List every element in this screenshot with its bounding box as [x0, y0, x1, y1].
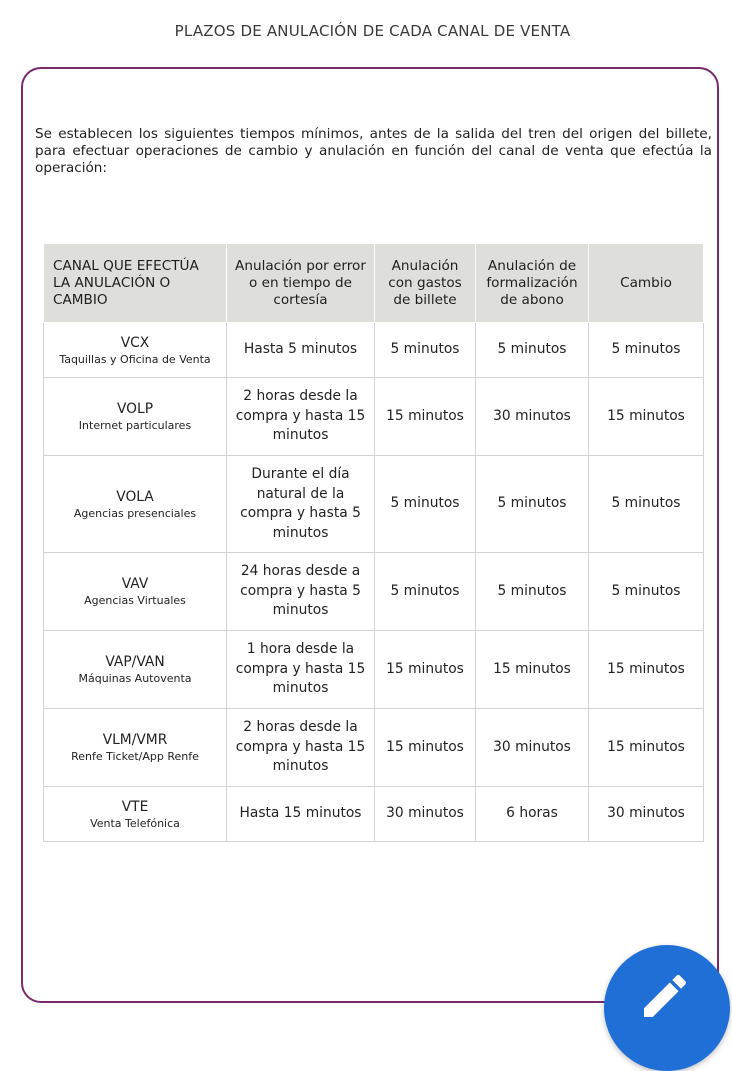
cortesia-cell: 24 horas desde a compra y hasta 5 minutos [227, 553, 375, 631]
table-row [44, 787, 704, 842]
cortesia-cell: Durante el día natural de la compra y hasta 5 minutos [227, 456, 375, 553]
abono-cell: 6 horas [476, 787, 589, 842]
canal-cell [44, 709, 227, 787]
column-header-abono: Anulación de formalización de abono [476, 244, 589, 323]
canal-code: VLM/VMR [102, 732, 168, 748]
gastos-cell: 15 minutos [375, 631, 476, 709]
cambio-cell: 5 minutos [589, 553, 704, 631]
cortesia-cell: 2 horas desde la compra y hasta 15 minutos [227, 709, 375, 787]
gastos-cell: 5 minutos [375, 456, 476, 553]
cortesia-cell: Hasta 5 minutos [227, 323, 375, 378]
cambio-cell: 5 minutos [589, 456, 704, 553]
abono-cell: 30 minutos [476, 378, 589, 456]
cambio-cell: 15 minutos [589, 378, 704, 456]
canal-description: Taquillas y Oficina de Venta [59, 352, 211, 366]
canal-code: VAP/VAN [105, 654, 165, 670]
abono-cell: 5 minutos [476, 553, 589, 631]
canal-code: VTE [121, 798, 149, 815]
canal-code: VAV [121, 576, 149, 592]
abono-cell: 5 minutos [476, 323, 589, 378]
canal-description: Máquinas Autoventa [78, 672, 192, 685]
table-row [44, 323, 704, 378]
intro-paragraph: Se establecen los siguientes tiempos mínimos, antes de la salida del tren del origen del billete, para efectuar operaciones de cambio y anulación en función del canal de venta que efectúa la operación: [35, 126, 712, 176]
cambio-cell: 30 minutos [589, 787, 704, 842]
column-header-cortesia: Anulación por error o en tiempo de cortesía [227, 244, 375, 323]
canal-cell [44, 456, 227, 553]
page-title: PLAZOS DE ANULACIÓN DE CADA CANAL DE VENTA [174, 22, 571, 40]
canal-cell [44, 631, 227, 709]
canal-code: VOLA [116, 488, 154, 505]
canal-description: Internet particulares [78, 419, 192, 432]
abono-cell: 30 minutos [476, 709, 589, 787]
column-header-cambio: Cambio [589, 244, 704, 323]
canal-cell [44, 787, 227, 842]
pencil-icon [637, 968, 693, 1024]
table-row [44, 631, 704, 709]
abono-cell: 5 minutos [476, 456, 589, 553]
column-header-gastos: Anulación con gastos de billete [375, 244, 476, 323]
canal-description: Agencias presenciales [73, 506, 197, 520]
gastos-cell: 15 minutos [375, 709, 476, 787]
gastos-cell: 5 minutos [375, 553, 476, 631]
cambio-cell: 5 minutos [589, 323, 704, 378]
cortesia-cell: Hasta 15 minutos [227, 787, 375, 842]
canal-cell [44, 553, 227, 631]
table-header-row [44, 244, 704, 323]
cancellation-table [43, 243, 704, 842]
canal-description: Renfe Ticket/App Renfe [71, 750, 199, 763]
table-row [44, 553, 704, 631]
cambio-cell: 15 minutos [589, 631, 704, 709]
abono-cell: 15 minutos [476, 631, 589, 709]
column-header-canal: CANAL QUE EFECTÚA LA ANULACIÓN O CAMBIO [44, 244, 227, 323]
canal-description: Venta Telefónica [90, 816, 180, 830]
canal-description: Agencias Virtuales [84, 594, 186, 607]
gastos-cell: 30 minutos [375, 787, 476, 842]
cortesia-cell: 2 horas desde la compra y hasta 15 minutos [227, 378, 375, 456]
edit-fab-button[interactable] [604, 945, 730, 1071]
gastos-cell: 15 minutos [375, 378, 476, 456]
table-row [44, 456, 704, 553]
cambio-cell: 15 minutos [589, 709, 704, 787]
canal-code: VCX [120, 334, 150, 351]
canal-cell [44, 378, 227, 456]
cortesia-cell: 1 hora desde la compra y hasta 15 minutos [227, 631, 375, 709]
gastos-cell: 5 minutos [375, 323, 476, 378]
canal-cell [44, 323, 227, 378]
table-row [44, 709, 704, 787]
canal-code: VOLP [116, 401, 154, 417]
table-row [44, 378, 704, 456]
